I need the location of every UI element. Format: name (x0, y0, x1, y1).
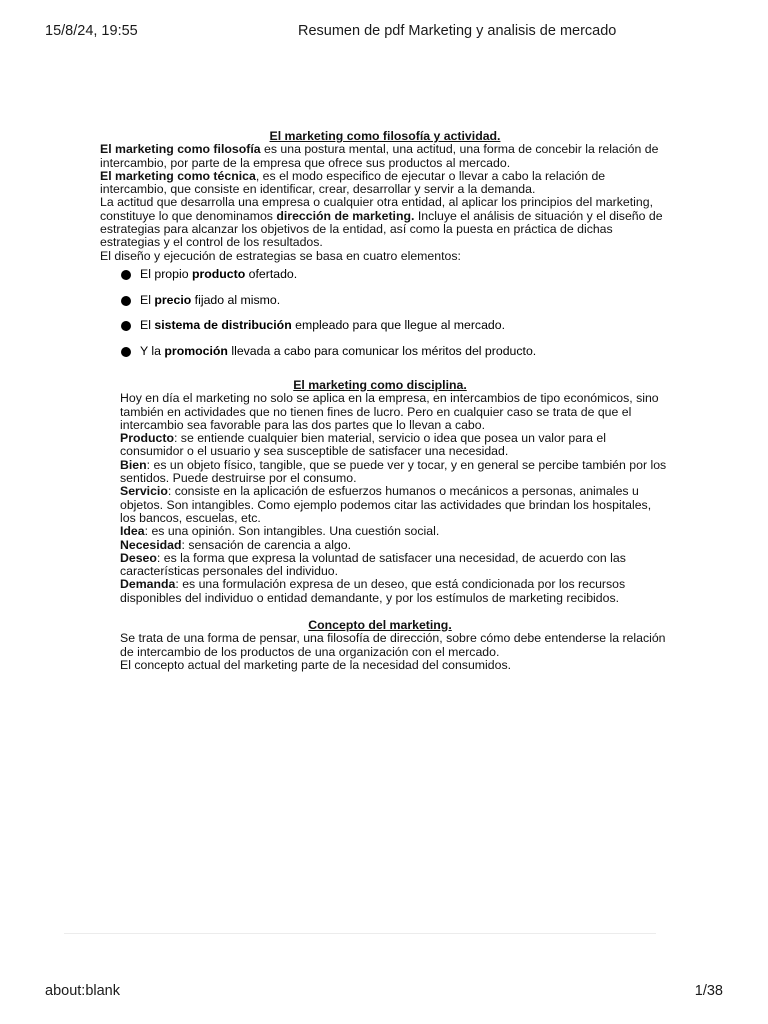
paragraph-line: intercambio, por parte de la empresa que ofrece sus productos al mercado. (100, 155, 511, 170)
paragraph-line: Necesidad: sensación de carencia a algo. (120, 537, 352, 552)
section-heading-disciplina: El marketing como disciplina. (293, 378, 467, 392)
list-item: El sistema de distribución empleado para que llegue al mercado. (120, 319, 640, 332)
page-number: 1/38 (694, 983, 723, 999)
bullet-icon (121, 321, 131, 331)
list-item: El propio producto ofertado. (120, 268, 640, 281)
print-header (45, 23, 723, 43)
paragraph-line: Servicio: consiste en la aplicación de esfuerzos humanos o mecánicos a personas, animales u (120, 484, 639, 499)
bullet-icon (121, 270, 131, 280)
paragraph-line: consumidor o el usuario y sea susceptible de satisfacer una necesidad. (120, 444, 509, 459)
term-producto: Producto (120, 431, 174, 446)
term-deseo: Deseo (120, 550, 157, 565)
paragraph-line: La actitud que desarrolla una empresa o cualquier otra entidad, al aplicar los principios del marketing, (100, 195, 653, 210)
term-servicio: Servicio (120, 484, 168, 499)
print-url: about:blank (45, 983, 120, 999)
paragraph-line: El diseño y ejecución de estrategias se basa en cuatro elementos: (100, 248, 461, 263)
paragraph-line: características personales del individuo. (120, 564, 339, 579)
bullet-icon (121, 296, 131, 306)
section-filosofia (100, 130, 670, 263)
paragraph-line: estrategias para alcanzar los objetivos de la entidad, así como la puesta en práctica de dichas (100, 222, 613, 237)
term-necesidad: Necesidad (120, 537, 182, 552)
paragraph-line: de intercambio de los productos de una organización con el mercado. (120, 644, 500, 659)
paragraph-line: constituye lo que denominamos dirección de marketing. Incluye el análisis de situación y el diseño de (100, 208, 663, 223)
paragraph-line: Hoy en día el marketing no solo se aplica en la empresa, en intercambios de tipo económicos, sino (120, 391, 659, 406)
term-bien: Bien (120, 457, 147, 472)
term-idea: Idea (120, 524, 145, 539)
bullet-list-elements (120, 268, 640, 371)
term-direccion-marketing: dirección de marketing. (276, 208, 415, 223)
term-tecnica: El marketing como técnica (100, 168, 256, 183)
print-footer (45, 983, 723, 1003)
paragraph-line: los bancos, escuelas, etc. (120, 510, 261, 525)
paragraph-line: objetos. Son intangibles. Como ejemplo podemos citar las actividades que brindan los hospitales, (120, 497, 652, 512)
print-datetime: 15/8/24, 19:55 (45, 23, 138, 39)
print-document-title: Resumen de pdf Marketing y analisis de mercado (298, 23, 617, 39)
term-demanda: Demanda (120, 577, 176, 592)
section-heading-concepto: Concepto del marketing. (308, 618, 452, 632)
list-item: El precio fijado al mismo. (120, 294, 640, 307)
paragraph-line: intercambio sea favorable para las dos partes que lo llevan a cabo. (120, 417, 486, 432)
paragraph-line: sentidos. Puede destruirse por el consumo. (120, 471, 357, 486)
paragraph-line: intercambio, que consiste en identificar, crear, desarrollar y servir a la demanda. (100, 182, 536, 197)
paragraph-line: estrategias y el control de los resultados. (100, 235, 323, 250)
paragraph-line: El concepto actual del marketing parte de la necesidad del consumidos. (120, 657, 512, 672)
section-concepto (120, 619, 680, 672)
paragraph-line: también en actividades que no tienen fines de lucro. Pero en cualquier caso se trata de que el (120, 404, 632, 419)
bullet-icon (121, 347, 131, 357)
paragraph-line: Se trata de una forma de pensar, una filosofía de dirección, sobre cómo debe entenderse la relación (120, 631, 666, 646)
section-heading-filosofia: El marketing como filosofía y actividad. (269, 129, 501, 143)
section-disciplina (120, 379, 680, 605)
footer-divider (64, 933, 656, 934)
paragraph-line: Deseo: es la forma que expresa la voluntad de satisfacer una necesidad, de acuerdo con las (120, 550, 626, 565)
paragraph-line: disponibles del individuo o entidad demandante, y por los estímulos de marketing recibidos. (120, 590, 620, 605)
paragraph-line: Producto: se entiende cualquier bien material, servicio o idea que posea un valor para el (120, 431, 606, 446)
list-item: Y la promoción llevada a cabo para comunicar los méritos del producto. (120, 345, 640, 358)
paragraph-line: El marketing como técnica, es el modo especifico de ejecutar o llevar a cabo la relación de (100, 168, 606, 183)
paragraph-line: El marketing como filosofía es una postura mental, una actitud, una forma de concebir la relación de (100, 142, 659, 157)
paragraph-line: Idea: es una opinión. Son intangibles. Una cuestión social. (120, 524, 440, 539)
paragraph-line: Demanda: es una formulación expresa de un deseo, que está condicionada por los recursos (120, 577, 626, 592)
paragraph-line: Bien: es un objeto físico, tangible, que se puede ver y tocar, y en general se percibe también por los (120, 457, 667, 472)
term-filosofia: El marketing como filosofía (100, 142, 261, 157)
